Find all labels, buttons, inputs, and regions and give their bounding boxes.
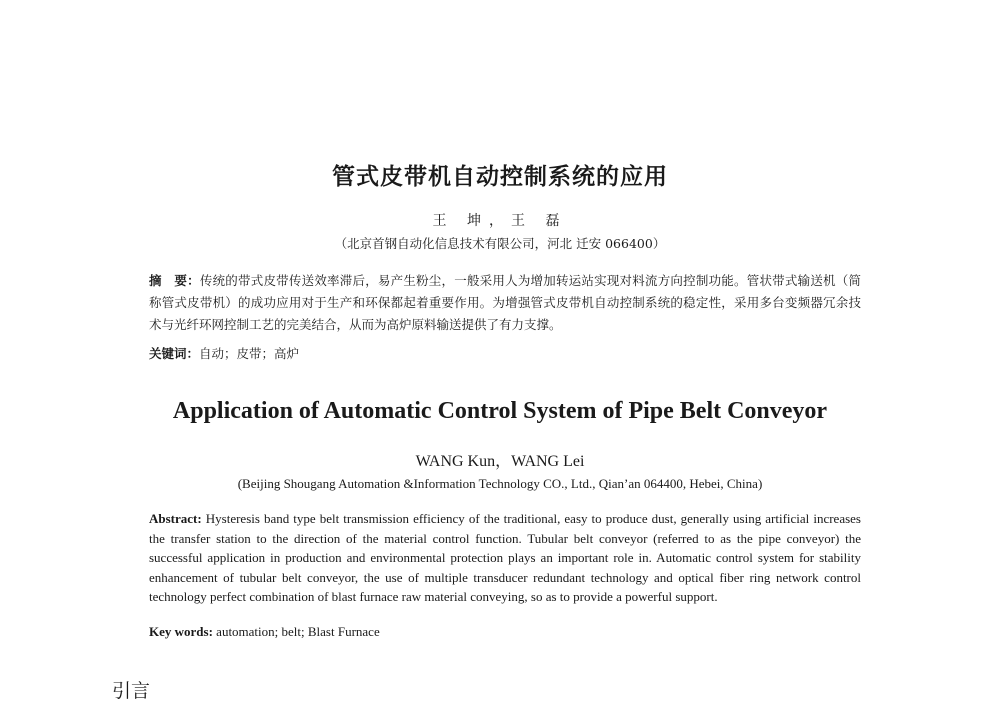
chinese-abstract-label: 摘 要： <box>149 273 200 288</box>
english-affiliation: (Beijing Shougang Automation &Information Technology CO., Ltd., Qian’an 064400, Hebei, China) <box>237 476 763 491</box>
english-abstract-label: Abstract: <box>149 511 202 526</box>
english-keywords-label: Key words: <box>149 624 213 639</box>
english-keywords <box>149 622 861 642</box>
chinese-authors: 王 坤，王 磊 <box>432 213 568 229</box>
english-keywords-text: automation; belt; Blast Furnace <box>212 624 380 639</box>
chinese-abstract <box>149 270 861 336</box>
chinese-affiliation: （北京首钢自动化信息技术有限公司，河北 迁安 066400） <box>334 236 666 251</box>
english-abstract <box>149 509 861 607</box>
chinese-keywords-label: 关键词： <box>149 346 200 361</box>
english-abstract-text: Hysteresis band type belt transmission efficiency of the traditional, easy to produce dust, generally using artificial increases the transfer station to the direction of the material control function. Tubular belt conveyor (referred to as the pipe conveyor) the successful application in production and environmental protection plays an important role in. Automatic control system for stability enhancement of tubular belt conveyor, the use of multiple transducer redundant technology and optical fiber ring network control technology perfect combination of blast furnace raw material conveying, so as to provide a powerful support. <box>149 511 861 604</box>
section-heading-introduction: 引言 <box>112 680 151 702</box>
chinese-abstract-text: 传统的带式皮带传送效率滞后，易产生粉尘，一般采用人为增加转运站实现对料流方向控制功能。管状带式输送机（简称管式皮带机）的成功应用对于生产和环保都起着重要作用。为增强管式皮带机自动控制系统的稳定性，采用多台变频器冗余技术与光纤环网控制工艺的完美结合，从而为高炉原料输送提供了有力支撑。 <box>149 273 861 332</box>
chinese-keywords-text: 自动；皮带；高炉 <box>199 346 300 361</box>
chinese-keywords <box>149 343 861 365</box>
chinese-title: 管式皮带机自动控制系统的应用 <box>332 164 668 190</box>
english-title: Application of Automatic Control System of Pipe Belt Conveyor <box>172 398 828 424</box>
english-authors: WANG Kun，WANG Lei <box>415 453 585 470</box>
